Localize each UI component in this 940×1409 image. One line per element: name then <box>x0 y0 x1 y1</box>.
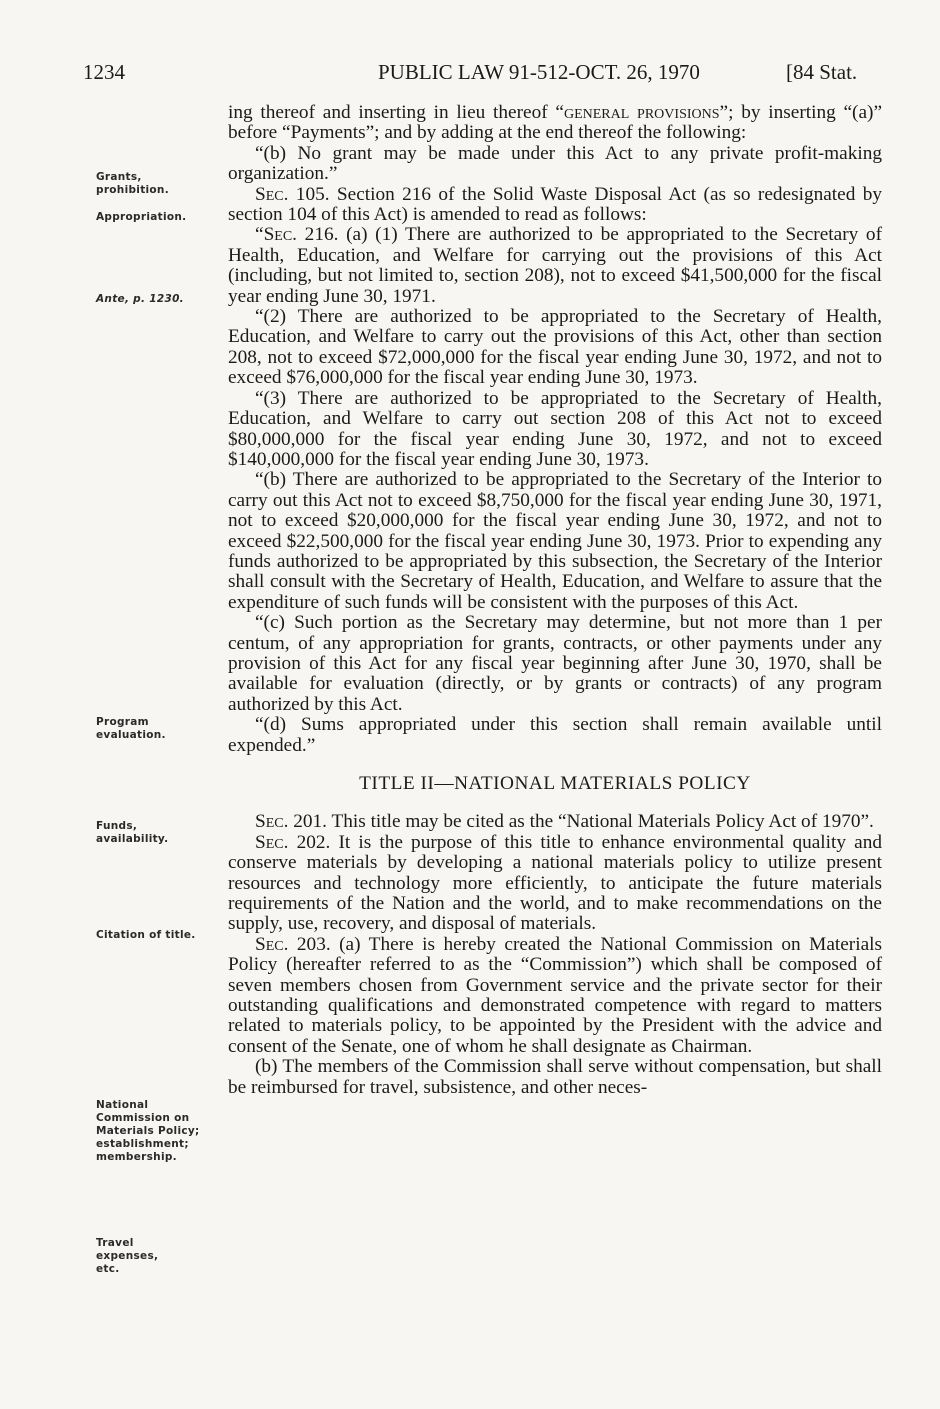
margin-note-travel-expenses: Travel expenses, etc. <box>96 1237 159 1275</box>
paragraph-sec-105: Sec. 105. Section 216 of the Solid Waste Disposal Act (as so redesignated by section 104 of this Act) is amended to read as follows: <box>228 183 882 226</box>
paragraph-sec-216-d: “(d) Sums appropriated under this section shall remain available until expended.” <box>228 714 882 756</box>
margin-note-citation-of-title: Citation of title. <box>96 929 196 941</box>
paragraph-grant-prohibition: “(b) No grant may be made under this Act to any private profit-making organization.” <box>228 142 882 185</box>
paragraph-sec-203-a: Sec. 203. (a) There is hereby created the National Commission on Materials Policy (hereafter referred to as the “Commission”) which shall be composed of seven members chosen from Government service and the private sector for their outstanding qualifications and demonstrated competence with regard to matters related to materials policy, to be appointed by the President with the advice and consent of the Senate, one of whom he shall designate as Chairman. <box>228 933 882 1057</box>
margin-note-funds-availability: Funds, availability. <box>96 820 169 845</box>
margin-note-grants-prohibition: Grants, prohibition. <box>96 171 169 196</box>
paragraph-sec-203-b: (b) The members of the Commission shall serve without compensation, but shall be reimbursed for travel, subsistence, and other neces- <box>228 1056 882 1098</box>
paragraph-continuation: ing thereof and inserting in lieu thereof “general provisions”; by inserting “(a)” before “Payments”; and by adding at the end thereof the following: <box>228 102 883 144</box>
running-title: PUBLIC LAW 91-512-OCT. 26, 1970 <box>378 60 700 84</box>
margin-note-national-commission: National Commission on Materials Policy; establishment; membership. <box>96 1099 200 1163</box>
paragraph-sec-201: Sec. 201. This title may be cited as the “National Materials Policy Act of 1970”. <box>255 811 874 833</box>
margin-note-ante: Ante, p. 1230. <box>96 293 184 305</box>
body-text <box>228 103 882 1098</box>
margin-notes <box>0 0 228 1409</box>
paragraph-sec-216-b: “(b) There are authorized to be appropriated to the Secretary of the Interior to carry out this Act not to exceed $8,750,000 for the fiscal year ending June 30, 1971, not to exceed $20,000,000 for the fiscal year ending June 30, 1972, and not to exceed $22,500,000 for the fiscal year ending June 30, 1973. Prior to expending any funds authorized to be appropriated by this subsection, the Secretary of the Interior shall consult with the Secretary of Health, Education, and Welfare to assure that the expenditure of such funds will be consistent with the purposes of this Act. <box>228 469 882 613</box>
page-number: 1234 <box>83 60 125 84</box>
paragraph-sec-216-c: “(c) Such portion as the Secretary may determine, but not more than 1 per centum, of any appropriation for grants, contracts, or other payments under any provision of this Act for any fiscal year beginning after June 30, 1970, shall be available for evaluation (directly, or by grants or contracts) of any program authorized by this Act. <box>228 612 882 715</box>
paragraph-sec-202: Sec. 202. It is the purpose of this title to enhance environmental quality and conserve materials by developing a national materials policy to utilize present resources and technology more efficiently, to anticipate the future materials requirements of the Nation and the world, and to make recommendations on the supply, use, recovery, and disposal of materials. <box>228 831 882 935</box>
statute-reference: [84 Stat. <box>786 60 858 84</box>
general-provisions-term: general provisions <box>563 102 720 123</box>
paragraph-sec-216-a2: “(2) There are authorized to be appropriated to the Secretary of Health, Education, and Welfare to carry out the provisions of this Act, other than section 208, not to exceed $72,000,000 for the fiscal year ending June 30, 1972, and not to exceed $76,000,000 for the fiscal year ending June 30, 1973. <box>228 306 882 389</box>
paragraph-sec-216-a1: “Sec. 216. (a) (1) There are authorized to be appropriated to the Secretary of Health, Education, and Welfare for carrying out the provisions of this Act (including, but not limited to, section 208), not to exceed $41,500,000 for the fiscal year ending June 30, 1971. <box>228 224 882 307</box>
paragraph-sec-216-a3: “(3) There are authorized to be appropriated to the Secretary of Health, Education, and Welfare to carry out section 208 of this Act not to exceed $80,000,000 for the fiscal year ending June 30, 1972, and not to exceed $140,000,000 for the fiscal year ending June 30, 1973. <box>228 387 882 470</box>
title-ii-heading: TITLE II—NATIONAL MATERIALS POLICY <box>359 773 751 794</box>
margin-note-appropriation: Appropriation. <box>96 211 187 223</box>
margin-note-program-evaluation: Program evaluation. <box>96 716 166 741</box>
